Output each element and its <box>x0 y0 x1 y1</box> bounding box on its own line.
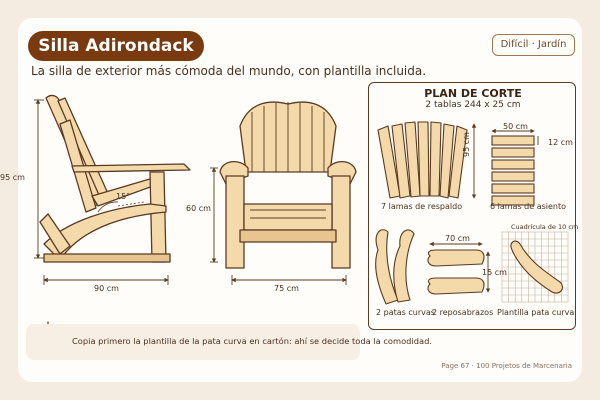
seat-caption: 6 lamas de asiento <box>490 202 567 211</box>
front-width-label: 75 cm <box>274 284 299 293</box>
legs-caption: 2 patas curvas <box>376 308 435 317</box>
page-footer: Page 67 · 100 Projetos de Marcenaria <box>441 362 572 370</box>
cut-plan-subtitle: 2 tablas 244 x 25 cm <box>425 100 521 110</box>
tip-text: Copia primero la plantilla de la pata curva en cartón: ahí se decide toda la comodidad. <box>72 336 432 346</box>
seat-angle-label: 15° <box>116 192 131 201</box>
armrest-width-label: 15 cm <box>482 268 507 277</box>
front-height-label: 60 cm <box>186 204 211 213</box>
seat-depth-label: 12 cm <box>548 138 573 147</box>
tip-box <box>26 324 432 360</box>
seat-width-label: 50 cm <box>503 122 528 131</box>
difficulty-tag: Difícil · Jardín <box>492 34 575 56</box>
armrests-caption: 2 reposabrazos <box>432 308 494 317</box>
side-view-chair <box>40 95 190 262</box>
backrest-caption: 7 lamas de respaldo <box>381 202 463 211</box>
armrest-length-label: 70 cm <box>445 234 470 243</box>
page-subtitle: La silla de exterior más cómoda del mundo, con plantilla incluida. <box>31 64 427 78</box>
template-caption: Plantilla pata curva <box>497 308 575 317</box>
page-title: Silla Adirondack <box>28 31 204 61</box>
cut-plan-title: PLAN DE CORTE <box>424 87 522 100</box>
backrest-height-label: 95 cm <box>462 132 471 157</box>
side-depth-label: 90 cm <box>94 284 119 293</box>
template-grid-label: Cuadrícula de 10 cm <box>511 223 579 231</box>
side-height-label: 95 cm <box>0 173 25 182</box>
